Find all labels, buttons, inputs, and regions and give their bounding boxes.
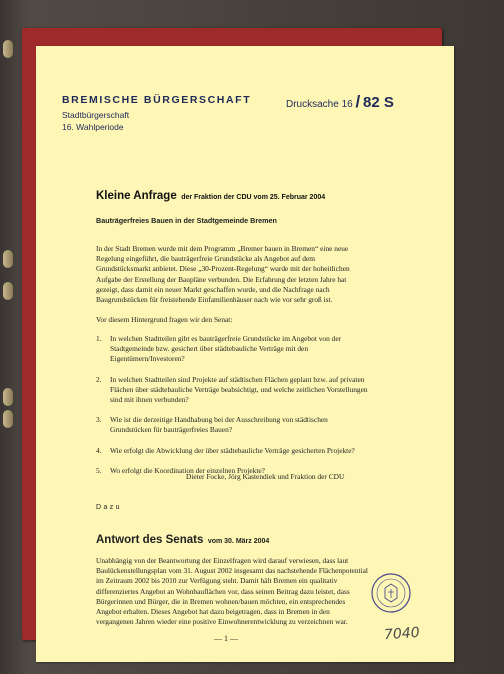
drucksache-separator: / <box>355 92 361 111</box>
answer-heading <box>96 530 269 548</box>
question-item <box>96 446 368 456</box>
question-number: 5. <box>96 465 102 475</box>
question-number: 1. <box>96 334 102 343</box>
binder-ring <box>3 410 13 428</box>
handwritten-note: 7040 <box>383 624 421 644</box>
document-page <box>36 46 454 662</box>
question-number: 2. <box>96 374 102 384</box>
binder-ring <box>3 40 13 58</box>
archive-stamp-icon <box>370 572 412 614</box>
legislative-period: 16. Wahlperiode <box>62 122 124 132</box>
inquiry-title: Kleine Anfrage <box>96 190 177 202</box>
drucksache-label: Drucksache 16 <box>286 99 353 110</box>
binder-ring <box>3 250 13 268</box>
question-number: 4. <box>96 445 102 455</box>
page-number: — 1 — <box>214 634 238 643</box>
question-number: 3. <box>96 415 102 425</box>
inquiry-intro: Vor diesem Hintergrund fragen wir den Senat: <box>96 315 233 324</box>
inquiry-subject: Bauträgerfreies Bauen in der Stadtgemeinde Bremen <box>96 216 277 225</box>
binder-rings <box>0 0 20 674</box>
drucksache-number: 82 S <box>363 94 394 111</box>
question-text: In welchen Stadtteilen gibt es bauträgerfreie Grundstücke im Angebot von der Stadtgemeinde bzw. gesichert über städtebauliche Verträge mit den Eigentümern/Investoren? <box>110 334 342 364</box>
question-item <box>96 375 368 406</box>
parliament-body: Stadtbürgerschaft <box>62 110 130 120</box>
question-text: In welchen Stadtteilen sind Projekte auf städtischen Flächen geplant bzw. auf privaten Flächen über städtebauliche Verträge beabsichtigt, und welche zeitlichen Vorstellungen sind mit ihnen verbunden? <box>110 374 368 405</box>
question-item <box>96 334 368 365</box>
parliament-name: BREMISCHE BÜRGERSCHAFT <box>62 94 252 106</box>
answer-title: Antwort des Senats <box>96 534 204 546</box>
inquiry-title-suffix: der Fraktion der CDU vom 25. Februar 2004 <box>181 194 326 201</box>
inquiry-paragraph: In der Stadt Bremen wurde mit dem Programm „Bremer bauen in Bremen“ eine neue Regelung eingeführt, die bauträgerfreie Grundstücke als Angebot auf dem Grundstücksmarkt anbietet. Diese „30-Prozent-Regelung“ wurde mit der hoheitlichen Aufgabe der Erstellung der Baupläne verbunden. Die Erfahrung der letzten Jahre hat gezeigt, dass damit ein neuer Markt geschaffen wurde, und die Nachfrage nach Baugrundstücken für freistehende Einfamilienhäuser nach wie vor sehr groß ist. <box>96 244 350 305</box>
binder-ring <box>3 282 13 300</box>
question-list <box>96 334 368 486</box>
inquiry-heading <box>96 186 325 204</box>
drucksache-reference <box>286 92 394 112</box>
question-text: Wie ist die derzeitige Handhabung bei der Ausschreibung von städtischen Grundstücken für bauträgerfreies Bauen? <box>110 415 328 435</box>
dazu-label: Dazu <box>96 504 122 511</box>
answer-paragraph: Unabhängig von der Beantwortung der Einzelfragen wird darauf verwiesen, dass laut Baulückenstellungsplan vom 31. August 2002 insgesamt das nachstehende Flächenpotential im Zeitraum 2002 bis 2010 zur Verfügung steht. Damit hält Bremen ein qualitativ differenziertes Angebot an Wohnbauflächen vor, dass seinen Beitrag dazu leistet, dass Bürgerinnen und Bürger, die in Bremen wohnen/bauen möchten, ein entsprechendes Angebot erhalten. Dieses Angebot hat dazu beigetragen, dass in Bremen in den vergangenen Jahren wieder eine positive Einwohnerentwicklung zu verzeichnen war. <box>96 556 368 627</box>
red-folder-cover <box>22 28 442 644</box>
question-text: Wie erfolgt die Abwicklung der über städtebauliche Verträge gesicherten Projekte? <box>110 445 355 455</box>
question-text: Wo erfolgt die Koordination der einzelnen Projekte? <box>110 465 265 475</box>
binder-ring <box>3 388 13 406</box>
answer-title-suffix: vom 30. März 2004 <box>207 538 270 545</box>
question-item <box>96 415 368 435</box>
inquiry-signature: Dieter Focke, Jörg Kastendiek und Fraktion der CDU <box>186 472 345 481</box>
